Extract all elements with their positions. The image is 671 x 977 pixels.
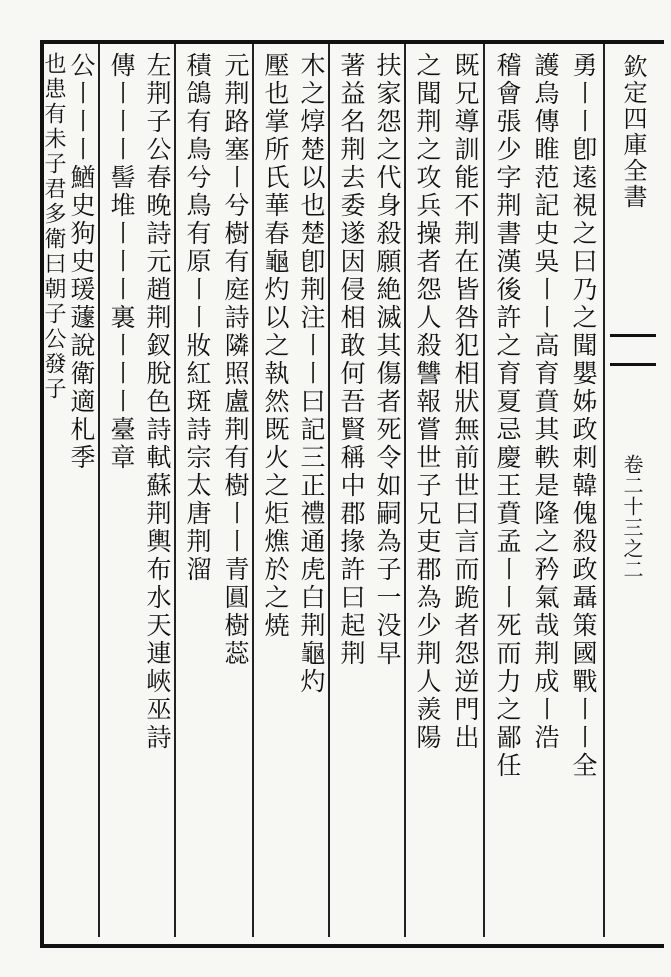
column-rule: [404, 44, 406, 937]
text-column: 積鴿有鳥兮鳥有原〡〡妝紅斑詩宗太唐荆溜: [183, 52, 212, 584]
text-column: 左荆子公春晚詩元趙荆釵脫色詩軾蘇荆輿布水天連峽巫詩: [143, 52, 172, 752]
fishtail-mark: [610, 334, 656, 366]
text-column: 著益名荆去委遂因侵相敢何吾賢稱中郡掾許曰起荆: [337, 52, 366, 668]
book-title: 欽定四庫全書: [619, 54, 647, 210]
column-rule: [328, 44, 330, 937]
text-column: 勇〡〡卽逺視之曰乃之聞嬰姊政刺韓傀殺政聶策國戰〡〡全: [569, 52, 598, 780]
text-column: 木之焞楚以也楚卽荆注〡〡曰記三正禮通虎白荆龜灼: [297, 52, 326, 696]
column-rule: [603, 44, 605, 937]
text-column: 壓也掌所氏華春龜灼以之執然既火之炬燋於之焼: [261, 52, 290, 640]
text-column: 公〡〡〡鰌史狗史瑗蘧說衛適札季: [67, 52, 96, 472]
column-rule: [98, 44, 100, 937]
page-margin: [606, 44, 658, 937]
text-column: 既兄導訓能不荆在皆咎犯相狀無前世曰言而跪者怨逆門出: [451, 52, 480, 752]
text-column: 傳〡〡〡髻堆〡〡〡裏〡〡〡臺章: [107, 52, 136, 472]
text-column: 扶家怨之代身殺願絶滅其傷者死令如嗣為子一没早: [373, 52, 402, 668]
column-rule: [174, 44, 176, 937]
text-column: 稽會張少字荆書漢後許之育夏忌慶王賁孟〡〡死而力之鄙任: [493, 52, 522, 780]
volume-label: 卷二十三之二: [620, 454, 644, 580]
text-column: 之聞荆之攻兵操者怨人殺讐報嘗世子兄吏郡為少荆人羨陽: [413, 52, 442, 752]
column-rule: [483, 44, 485, 937]
column-rule: [252, 44, 254, 937]
text-column: 也患有未子君多衛曰朝子公發子: [41, 52, 66, 402]
text-column: 護烏傳睢范記史吳〡〡高育賁其軼是隆之矜氣哉荆成〡浩: [531, 52, 560, 752]
text-column: 元荆路塞〡兮樹有庭詩隣照盧荆有樹〡〡青圓樹蕊: [221, 52, 250, 668]
